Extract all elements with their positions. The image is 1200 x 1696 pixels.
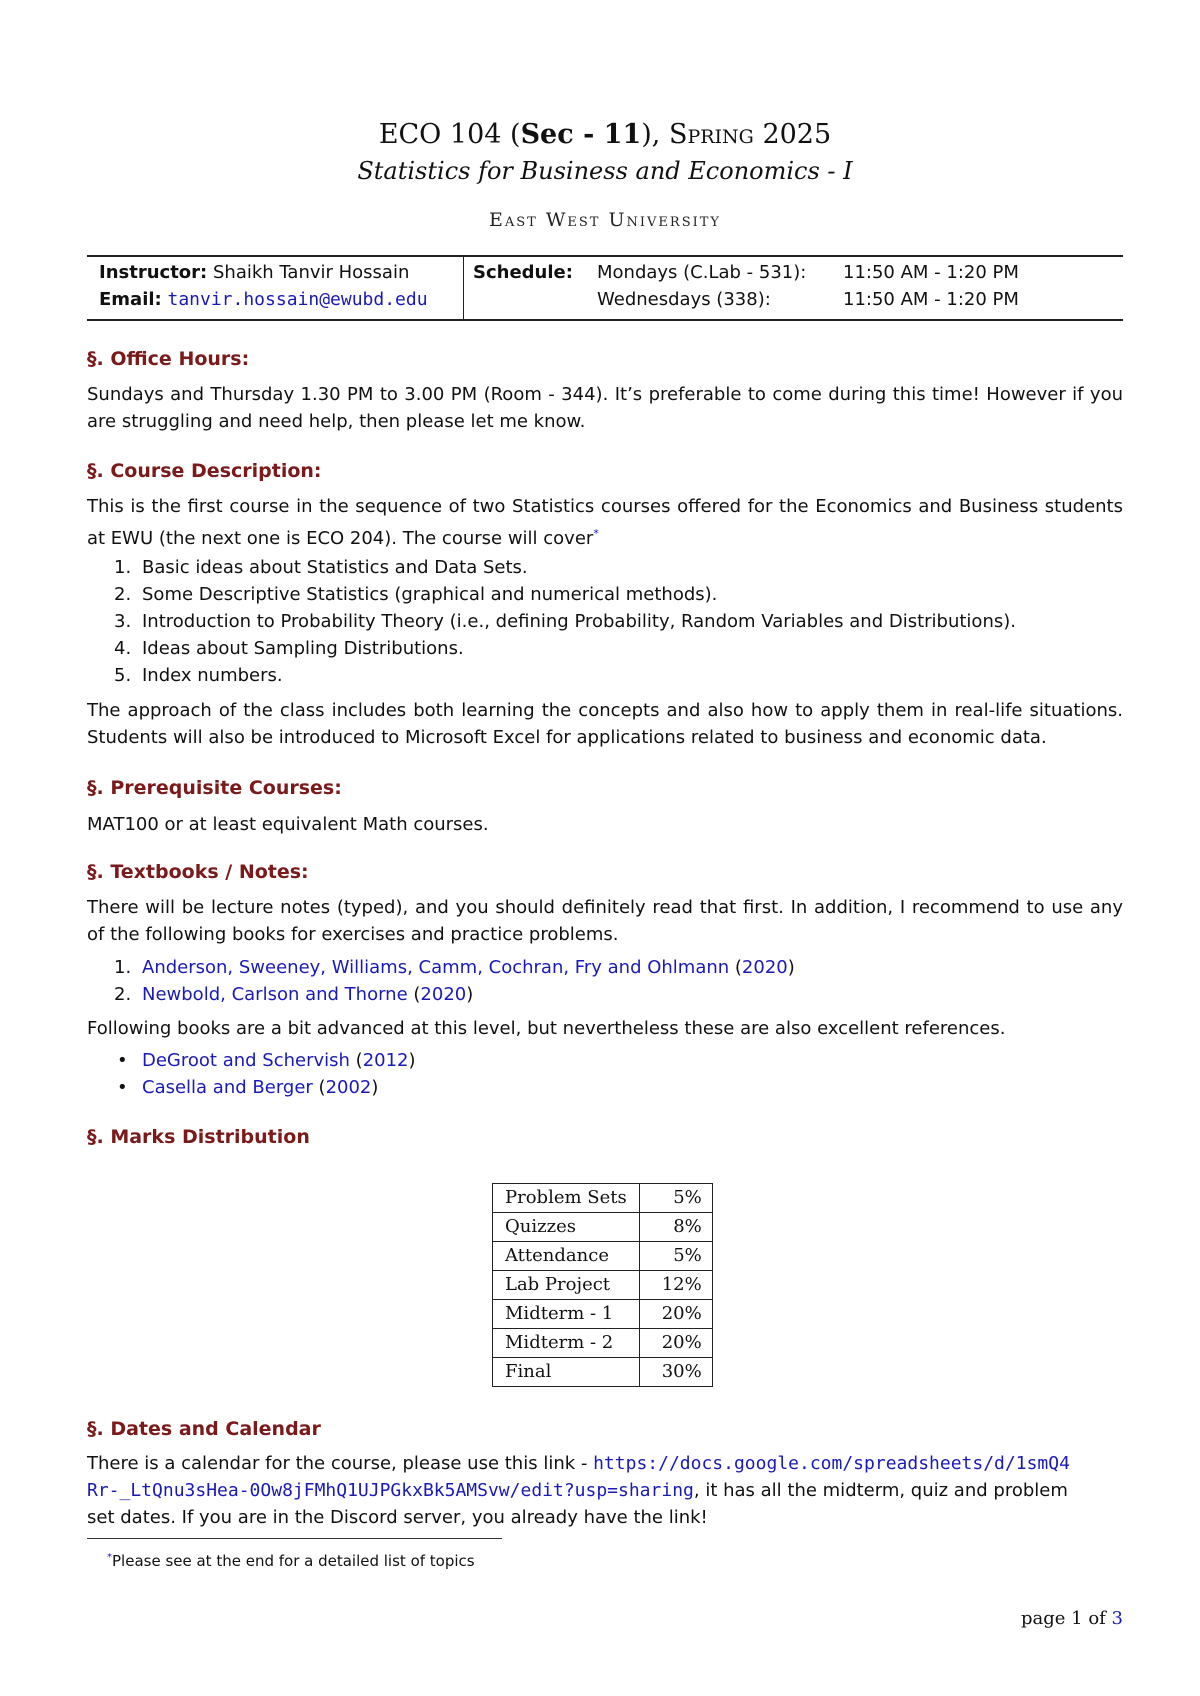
textbook-list: [87, 954, 1123, 1008]
marks-table: [492, 1183, 713, 1387]
list-number: 2.: [114, 584, 132, 605]
footnote-mark: *: [107, 1552, 112, 1563]
list-item-text: Ideas about Sampling Distributions.: [142, 638, 464, 659]
advanced-books-intro: Following books are a bit advanced at this level, but nevertheless these are also excellent references.: [87, 1018, 1006, 1039]
list-number: 4.: [114, 638, 132, 659]
footnote-marker[interactable]: *: [593, 527, 599, 540]
marks-pct: 20%: [639, 1300, 712, 1329]
topic-list: [87, 554, 1123, 689]
dates-text-line3: set dates. If you are in the Discord server, you already have the link!: [87, 1507, 708, 1528]
bullet-icon: •: [117, 1077, 128, 1098]
table-row: [493, 1329, 713, 1358]
textbooks-heading: §. Textbooks / Notes:: [87, 861, 309, 883]
calendar-link[interactable]: https://docs.google.com/spreadsheets/d/1smQ4: [593, 1453, 1070, 1474]
footnote: [107, 1544, 475, 1575]
marks-item: Midterm - 2: [493, 1329, 640, 1358]
marks-item: Attendance: [493, 1242, 640, 1271]
dates-text: [87, 1450, 1123, 1531]
office-hours-heading: §. Office Hours:: [87, 348, 250, 370]
marks-item: Final: [493, 1358, 640, 1387]
marks-heading: §. Marks Distribution: [87, 1126, 310, 1148]
email-label: Email:: [99, 289, 162, 310]
table-row: [493, 1242, 713, 1271]
list-item-text: Introduction to Probability Theory (i.e., defining Probability, Random Variables and Distributions).: [142, 611, 1016, 632]
table-row: [493, 1358, 713, 1387]
section-label: Sec - 11: [520, 119, 642, 150]
marks-pct: 5%: [639, 1242, 712, 1271]
info-box: [87, 255, 1123, 321]
marks-pct: 20%: [639, 1329, 712, 1358]
calendar-link-cont[interactable]: Rr-_LtQnu3sHea-0Ow8jFMhQ1UJPGkxBk5AMSvw/edit?usp=sharing: [87, 1480, 694, 1501]
dates-heading: §. Dates and Calendar: [87, 1418, 321, 1440]
table-row: [493, 1213, 713, 1242]
list-item: [87, 635, 1123, 662]
list-item: • Casella and Berger (2002): [87, 1074, 1123, 1101]
book-link[interactable]: Newbold, Carlson and Thorne: [142, 984, 408, 1005]
page-total-link[interactable]: 3: [1111, 1608, 1123, 1629]
marks-item: Midterm - 1: [493, 1300, 640, 1329]
course-code: ECO 104 (: [378, 119, 521, 150]
dates-text-before: There is a calendar for the course, please use this link -: [87, 1453, 594, 1474]
schedule-time-2: 11:50 AM - 1:20 PM: [843, 289, 1019, 310]
schedule-times: [843, 259, 1019, 313]
list-number: 2.: [114, 984, 132, 1005]
table-row: [493, 1184, 713, 1213]
textbooks-intro: There will be lecture notes (typed), and you should definitely read that first. In addition, I recommend to use any of the following books for exercises and practice problems.: [87, 897, 1123, 945]
list-item: [87, 608, 1123, 635]
list-item-text: Basic ideas about Statistics and Data Sets.: [142, 557, 528, 578]
marks-item: Lab Project: [493, 1271, 640, 1300]
list-item: [87, 581, 1123, 608]
list-number: 1.: [114, 557, 132, 578]
bullet-icon: •: [117, 1050, 128, 1071]
book-link[interactable]: DeGroot and Schervish: [142, 1050, 350, 1071]
instructor-block: [99, 259, 428, 313]
schedule-day-1: Mondays (C.Lab - 531):: [597, 262, 807, 283]
list-item: • DeGroot and Schervish (2012): [87, 1047, 1123, 1074]
book-year-link[interactable]: 2020: [741, 957, 788, 978]
marks-item: Problem Sets: [493, 1184, 640, 1213]
list-item-text: Some Descriptive Statistics (graphical and numerical methods).: [142, 584, 718, 605]
list-number: 1.: [114, 957, 132, 978]
schedule-label-block: [473, 259, 573, 286]
book-link[interactable]: Anderson, Sweeney, Williams, Camm, Cochran, Fry and Ohlmann: [142, 957, 730, 978]
list-item: 1. Anderson, Sweeney, Williams, Camm, Cochran, Fry and Ohlmann (2020): [87, 954, 1123, 981]
divider: [463, 257, 464, 319]
schedule-label: Schedule:: [473, 262, 573, 283]
course-description-heading: §. Course Description:: [87, 460, 322, 482]
course-description-intro-text: This is the first course in the sequence of two Statistics courses offered for the Economics and Business students at EWU (the next one is ECO 204). The course will cover: [87, 496, 1123, 549]
course-title: [87, 118, 1123, 152]
advanced-book-list: [87, 1047, 1123, 1101]
marks-pct: 12%: [639, 1271, 712, 1300]
course-description-intro: [87, 493, 1123, 552]
footnote-text: Please see at the end for a detailed list of topics: [112, 1552, 475, 1570]
marks-pct: 5%: [639, 1184, 712, 1213]
footnote-rule: [87, 1538, 502, 1539]
university-name: East West University: [489, 209, 721, 231]
page-number-prefix: page 1 of: [1021, 1608, 1112, 1629]
list-number: 3.: [114, 611, 132, 632]
table-row: [493, 1271, 713, 1300]
book-year-link[interactable]: 2012: [362, 1050, 409, 1071]
list-item: [87, 662, 1123, 689]
list-item: 2. Newbold, Carlson and Thorne (2020): [87, 981, 1123, 1008]
list-item-text: Index numbers.: [142, 665, 283, 686]
prerequisite-text: MAT100 or at least equivalent Math courses.: [87, 814, 489, 835]
marks-pct: 8%: [639, 1213, 712, 1242]
term: Spring 2025: [668, 119, 832, 150]
email-link[interactable]: tanvir.hossain@ewubd.edu: [167, 289, 428, 310]
schedule-time-1: 11:50 AM - 1:20 PM: [843, 262, 1019, 283]
schedule-days: [597, 259, 806, 313]
term-separator: ),: [641, 119, 669, 150]
marks-item: Quizzes: [493, 1213, 640, 1242]
dates-text-after: , it has all the midterm, quiz and problem: [693, 1480, 1068, 1501]
prerequisite-heading: §. Prerequisite Courses:: [87, 777, 342, 799]
page-number: [1021, 1605, 1123, 1632]
schedule-day-2: Wednesdays (338):: [597, 289, 771, 310]
book-year-link[interactable]: 2002: [325, 1077, 372, 1098]
list-number: 5.: [114, 665, 132, 686]
list-item: [87, 554, 1123, 581]
course-subtitle: Statistics for Business and Economics - I: [357, 157, 853, 185]
instructor-label: Instructor:: [99, 262, 208, 283]
course-description-outro: The approach of the class includes both learning the concepts and also how to apply them in real-life situations. Students will also be introduced to Microsoft Excel for applications related to business and economic data.: [87, 700, 1123, 748]
book-link[interactable]: Casella and Berger: [142, 1077, 313, 1098]
table-row: [493, 1300, 713, 1329]
office-hours-text: Sundays and Thursday 1.30 PM to 3.00 PM (Room - 344). It’s preferable to come during this time! However if you are struggling and need help, then please let me know.: [87, 384, 1123, 432]
book-year-link[interactable]: 2020: [420, 984, 467, 1005]
marks-pct: 30%: [639, 1358, 712, 1387]
instructor-name: Shaikh Tanvir Hossain: [212, 262, 410, 283]
